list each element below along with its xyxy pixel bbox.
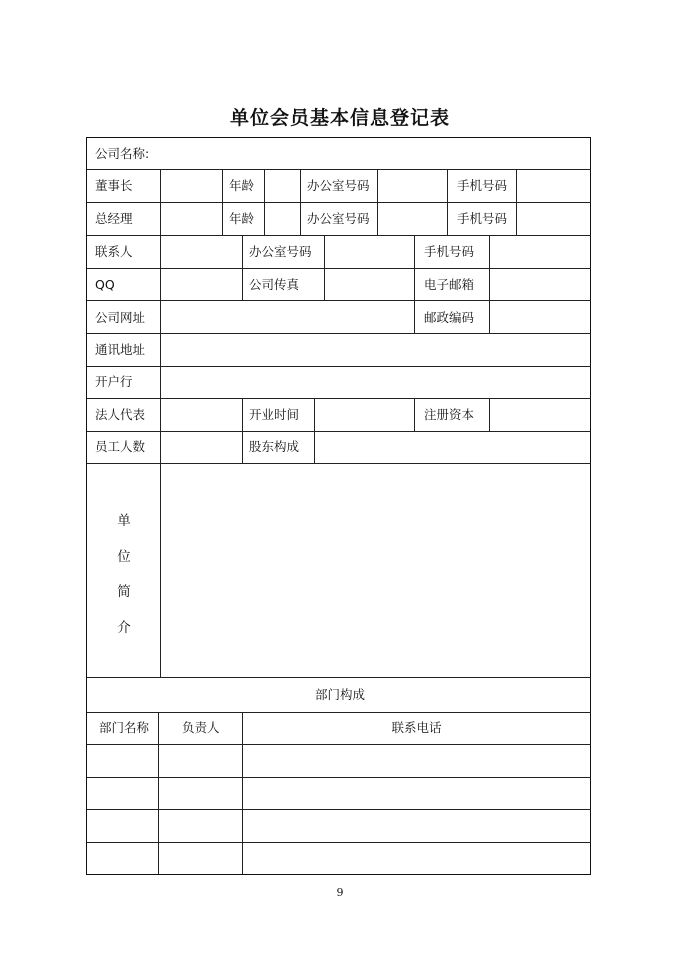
- table-row[interactable]: [88, 810, 590, 841]
- row-divider: [87, 431, 591, 432]
- col-divider: [314, 398, 315, 431]
- col-divider: [324, 235, 325, 300]
- col-divider: [242, 431, 243, 463]
- shareholders-label: 股东构成: [249, 439, 300, 454]
- company-name-field[interactable]: [160, 140, 588, 168]
- row-divider: [87, 333, 591, 334]
- col-divider: [377, 169, 378, 235]
- row-divider: [87, 463, 591, 464]
- dept-name-header: 部门名称: [99, 720, 150, 735]
- col-divider: [314, 431, 315, 463]
- legal-rep-label: 法人代表: [95, 407, 146, 422]
- chairman-age-label: 年龄: [229, 178, 255, 193]
- intro-label-char: 位: [117, 549, 131, 565]
- col-divider: [242, 398, 243, 431]
- col-divider: [160, 431, 161, 463]
- col-divider: [414, 398, 415, 431]
- company-fax-label: 公司传真: [249, 277, 300, 292]
- departments-section-title: 部门构成: [314, 687, 365, 702]
- table-row[interactable]: [88, 843, 590, 873]
- col-divider: [160, 300, 161, 333]
- col-divider: [414, 235, 415, 300]
- row-divider: [87, 268, 591, 269]
- gm-mobile-label: 手机号码: [457, 211, 508, 226]
- employee-count-label: 员工人数: [95, 439, 146, 454]
- opening-time-label: 开业时间: [249, 407, 300, 422]
- table-row[interactable]: [88, 778, 590, 808]
- row-divider: [87, 366, 591, 367]
- col-divider: [222, 169, 223, 235]
- row-divider: [87, 235, 591, 236]
- intro-label-char: 单: [117, 513, 131, 529]
- page-number: 9: [336, 886, 344, 899]
- col-divider: [414, 300, 415, 333]
- col-divider: [160, 398, 161, 431]
- col-divider: [160, 333, 161, 398]
- col-divider: [300, 169, 301, 235]
- intro-text-area[interactable]: [162, 465, 589, 675]
- row-divider: [87, 300, 591, 301]
- col-divider: [489, 300, 490, 333]
- row-divider: [87, 677, 591, 678]
- chairman-mobile-label: 手机号码: [457, 178, 508, 193]
- col-divider: [160, 235, 161, 300]
- email-label: 电子邮箱: [424, 277, 475, 292]
- postal-code-label: 邮政编码: [424, 310, 475, 325]
- contact-office-phone-label: 办公室号码: [249, 244, 312, 259]
- contact-person-label: 联系人: [95, 244, 133, 259]
- form-title: 单位会员基本信息登记表: [229, 107, 450, 129]
- gm-age-label: 年龄: [229, 211, 255, 226]
- col-divider: [242, 235, 243, 300]
- col-divider: [264, 169, 265, 235]
- bank-label: 开户行: [95, 374, 133, 389]
- dept-head-header: 负责人: [182, 720, 220, 735]
- intro-label-char: 简: [117, 584, 131, 600]
- chairman-office-phone-label: 办公室号码: [307, 178, 370, 193]
- col-divider: [447, 169, 448, 235]
- general-manager-label: 总经理: [95, 211, 133, 226]
- intro-label-char: 介: [117, 620, 131, 636]
- gm-office-phone-label: 办公室号码: [307, 211, 370, 226]
- registered-capital-label: 注册资本: [424, 407, 475, 422]
- company-name-label: 公司名称:: [95, 146, 150, 161]
- row-divider: [87, 712, 591, 713]
- col-divider: [160, 169, 161, 235]
- contact-mobile-label: 手机号码: [424, 244, 475, 259]
- col-divider: [489, 235, 490, 300]
- col-divider: [160, 463, 161, 677]
- website-label: 公司网址: [95, 310, 146, 325]
- col-divider: [489, 398, 490, 431]
- row-divider: [87, 398, 591, 399]
- chairman-label: 董事长: [95, 178, 133, 193]
- qq-label: QQ: [95, 277, 115, 292]
- col-divider: [516, 169, 517, 235]
- mailing-address-label: 通讯地址: [95, 342, 146, 357]
- dept-phone-header: 联系电话: [391, 720, 442, 735]
- table-row[interactable]: [88, 745, 590, 776]
